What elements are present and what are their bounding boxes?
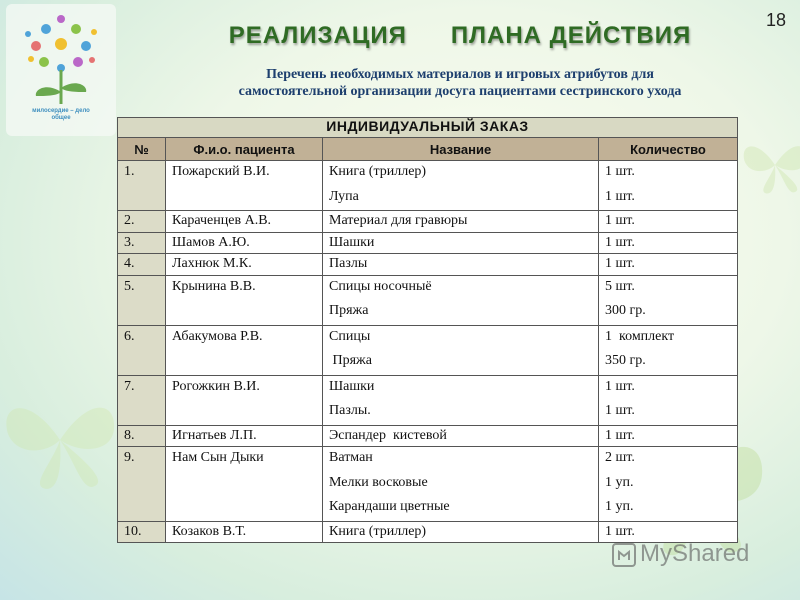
item-names <box>323 447 599 522</box>
row-number <box>118 375 166 425</box>
slide-title <box>120 22 800 50</box>
item-names <box>323 521 599 543</box>
patient-name-text: Абакумова Р.В. <box>172 328 263 344</box>
item-name: Книга (триллер) <box>329 164 427 179</box>
patient-name-text: Караченцев А.В. <box>172 213 272 228</box>
row-number <box>118 425 166 447</box>
item-quantities <box>599 325 738 375</box>
item-name: Мелки восковые <box>329 474 428 490</box>
item-names <box>323 254 599 276</box>
item-quantities <box>599 275 738 325</box>
item-name: Карандаши цветные <box>329 499 450 514</box>
column-header-number: № <box>118 138 166 161</box>
item-quantity: 1 шт. <box>605 234 635 250</box>
item-name: Материал для гравюры <box>329 213 468 228</box>
row-number <box>118 232 166 254</box>
watermark-text: MyShared <box>640 540 750 567</box>
patient-name <box>166 521 323 543</box>
row-number-text: 6. <box>124 328 135 344</box>
item-quantities <box>599 375 738 425</box>
patient-name-text: Лахнюк М.К. <box>172 256 252 271</box>
item-quantity: 1 шт. <box>605 188 635 204</box>
item-name: Пазлы. <box>329 403 371 418</box>
item-quantities <box>599 447 738 522</box>
subtitle-line-2: самостоятельной организации досуга пациентами сестринского ухода <box>238 84 682 99</box>
slide-number: 18 <box>765 10 786 30</box>
item-quantities <box>599 232 738 254</box>
subtitle-line-1: Перечень необходимых материалов и игровых атрибутов для <box>266 67 654 82</box>
item-names <box>323 325 599 375</box>
item-name: Шашки <box>329 378 375 394</box>
item-names <box>323 275 599 325</box>
item-quantity: 1 шт. <box>605 523 635 539</box>
item-quantity: 1 комплект <box>605 328 675 344</box>
row-number-text: 2. <box>124 213 135 228</box>
table-row <box>118 375 738 425</box>
table-row <box>118 161 738 211</box>
item-names <box>323 425 599 447</box>
butterfly-decoration <box>0 380 120 500</box>
item-names <box>323 161 599 211</box>
item-quantities <box>599 425 738 447</box>
item-names <box>323 232 599 254</box>
row-number <box>118 521 166 543</box>
title-part-left: РЕАЛИЗАЦИЯ <box>228 22 407 49</box>
patient-name-text: Шамов А.Ю. <box>172 234 250 250</box>
table-group-header: ИНДИВИДУАЛЬНЫЙ ЗАКАЗ <box>118 118 738 138</box>
item-quantity: 1 шт. <box>605 403 635 418</box>
item-quantity: 350 гр. <box>605 353 646 368</box>
row-number <box>118 254 166 276</box>
patient-name <box>166 275 323 325</box>
item-name: Спицы носочныё <box>329 278 432 294</box>
row-number-text: 7. <box>124 378 135 394</box>
table-row <box>118 211 738 233</box>
item-quantities <box>599 254 738 276</box>
patient-name <box>166 375 323 425</box>
item-quantity: 1 шт. <box>605 378 635 394</box>
item-name: Эспандер кистевой <box>329 427 447 443</box>
row-number-text: 9. <box>124 450 135 465</box>
item-quantity: 1 шт. <box>605 164 635 179</box>
patient-name <box>166 232 323 254</box>
item-quantity: 1 шт. <box>605 213 635 228</box>
row-number <box>118 161 166 211</box>
table-row <box>118 447 738 522</box>
butterfly-decoration <box>740 130 800 200</box>
item-name: Пряжа <box>329 353 372 368</box>
item-names <box>323 375 599 425</box>
patient-name-text: Крынина В.В. <box>172 278 256 294</box>
item-quantity: 1 шт. <box>605 256 635 271</box>
item-quantity: 1 уп. <box>605 474 634 490</box>
row-number <box>118 275 166 325</box>
patient-name <box>166 211 323 233</box>
row-number <box>118 447 166 522</box>
item-quantity: 1 уп. <box>605 499 634 514</box>
table-row <box>118 254 738 276</box>
row-number-text: 10. <box>124 523 142 539</box>
patient-name-text: Игнатьев Л.П. <box>172 427 257 443</box>
row-number-text: 3. <box>124 234 135 250</box>
row-number <box>118 325 166 375</box>
item-name: Лупа <box>329 188 359 204</box>
item-quantities <box>599 161 738 211</box>
order-table <box>117 117 738 543</box>
column-header-item: Название <box>323 138 599 161</box>
table-row <box>118 232 738 254</box>
patient-name <box>166 254 323 276</box>
item-quantity: 2 шт. <box>605 450 635 465</box>
patient-name <box>166 325 323 375</box>
patient-name-text: Рогожкин В.И. <box>172 378 260 394</box>
item-name: Спицы <box>329 328 371 344</box>
table-body <box>118 161 738 543</box>
item-name: Ватман <box>329 450 373 465</box>
item-name: Пряжа <box>329 303 369 318</box>
item-name: Шашки <box>329 234 375 250</box>
patient-name <box>166 425 323 447</box>
patient-name-text: Козаков В.Т. <box>172 523 247 539</box>
column-header-patient: Ф.и.о. пациента <box>166 138 323 161</box>
row-number <box>118 211 166 233</box>
item-name: Пазлы <box>329 256 368 271</box>
patient-name <box>166 447 323 522</box>
item-quantities <box>599 211 738 233</box>
item-quantity: 5 шт. <box>605 278 635 294</box>
slide-subtitle <box>120 66 800 100</box>
table-row <box>118 425 738 447</box>
item-name: Книга (триллер) <box>329 523 427 539</box>
column-header-quantity: Количество <box>599 138 738 161</box>
logo-caption: милосердие – дело общее <box>32 108 90 121</box>
item-quantity: 1 шт. <box>605 427 635 443</box>
row-number-text: 1. <box>124 164 135 179</box>
item-quantity: 300 гр. <box>605 303 646 318</box>
row-number-text: 5. <box>124 278 135 294</box>
table-row <box>118 275 738 325</box>
row-number-text: 8. <box>124 427 135 443</box>
patient-name-text: Нам Сын Дыки <box>172 450 264 465</box>
table-row <box>118 325 738 375</box>
title-part-right: ПЛАНА ДЕЙСТВИЯ <box>450 22 692 49</box>
item-names <box>323 211 599 233</box>
myshared-logo-icon <box>612 543 636 567</box>
row-number-text: 4. <box>124 256 135 271</box>
patient-name-text: Пожарский В.И. <box>172 164 270 179</box>
patient-name <box>166 161 323 211</box>
